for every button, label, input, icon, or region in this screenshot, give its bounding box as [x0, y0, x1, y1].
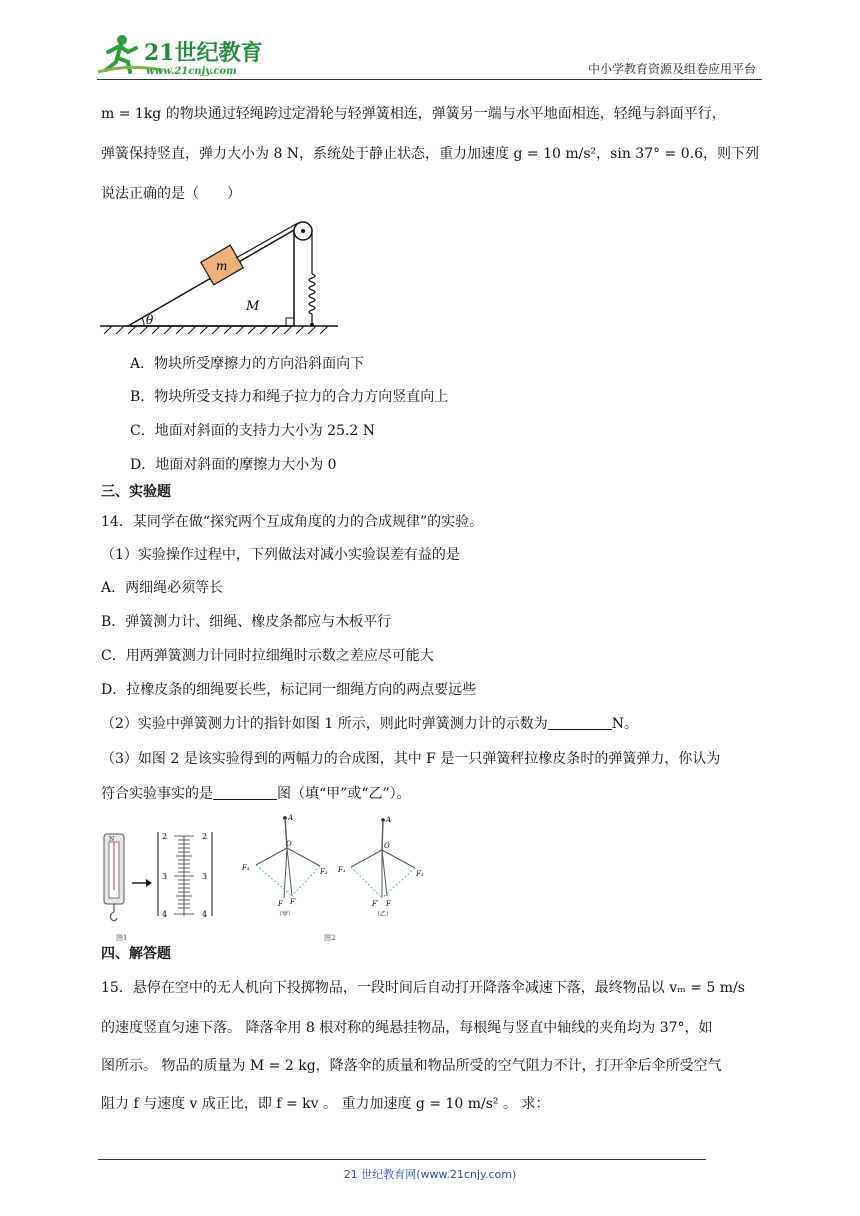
figure-2-caption: 图2	[324, 934, 336, 942]
answer-blank-2[interactable]	[213, 785, 277, 800]
header-divider	[97, 79, 762, 80]
logo-text: 21世纪教育	[144, 40, 263, 66]
jia-caption: （甲）	[276, 911, 295, 918]
q13-option-c: C．地面对斜面的支持力大小为 25.2 N	[130, 423, 376, 439]
yi-point-o: O	[384, 842, 390, 850]
q14-part-3-text: 符合实验事实的是	[101, 786, 213, 802]
q15-line-4: 阻力 f 与速度 v 成正比，即 f = kv 。 重力加速度 g = 10 m/s² 。 求：	[101, 1096, 550, 1112]
q14-option-c: C．用两弹簧测力计同时拉细绳时示数之差应尽可能大	[101, 648, 434, 664]
figure-1-caption: 图1	[116, 934, 128, 942]
figure-1-spring-scale	[98, 828, 228, 948]
q13-line-3: 说法正确的是（ ）	[101, 186, 241, 202]
section-3-title: 三、实验题	[101, 484, 171, 500]
q15-line-3: 图所示。 物品的质量为 M = 2 kg，降落伞的质量和物品所受的空气阻力不计，打开伞后伞所受空气	[101, 1058, 722, 1074]
diagram-jia	[241, 814, 328, 918]
q14-part-2	[101, 714, 638, 734]
jia-point-o: O	[286, 840, 292, 848]
scale-label-3-right: 3	[202, 872, 208, 881]
q14-option-d: D．拉橡皮条的细绳要长些，标记同一细绳方向的两点要远些	[101, 682, 477, 698]
block-label: m	[216, 259, 228, 273]
jia-f-prime: F′	[290, 898, 297, 906]
q14-stem: 14．某同学在做“探究两个互成角度的力的合成规律”的实验。	[101, 514, 484, 530]
q14-part-3-line-2	[101, 784, 411, 804]
q13-option-a: A．物块所受摩擦力的方向沿斜面向下	[130, 356, 365, 372]
angle-label: θ	[146, 313, 154, 327]
meter-label: N	[109, 836, 115, 843]
diagram-yi	[337, 816, 424, 918]
q15-line-2: 的速度竖直匀速下落。 降落伞用 8 根对称的绳悬挂物品，每根绳与竖直中轴线的夹角均为 37°，如	[101, 1020, 713, 1036]
q14-part-3-hint: 图（填“甲”或“乙”）。	[277, 786, 411, 802]
q15-line-1: 15．悬停在空中的无人机向下投掷物品，一段时间后自动打开降落伞减速下落，最终物品以 vₘ = 5 m/s	[101, 980, 745, 996]
yi-f: F	[386, 900, 391, 908]
incline-label: M	[246, 299, 260, 314]
q14-part-3-line-1: （3）如图 2 是该实验得到的两幅力的合成图，其中 F 是一只弹簧秤拉橡皮条时的弹簧弹力，你认为	[101, 751, 721, 767]
jia-point-a: A	[288, 814, 294, 822]
figure-2-force-diagrams	[238, 808, 438, 948]
q13-option-d: D．地面对斜面的摩擦力大小为 0	[130, 457, 337, 473]
q14-part-2-unit: N。	[611, 716, 638, 732]
q14-part-2-text: （2）实验中弹簧测力计的指针如图 1 所示，则此时弹簧测力计的示数为	[101, 716, 548, 732]
logo-url: www.21cnjy.com	[146, 66, 237, 77]
scale-label-2-right: 2	[202, 832, 208, 841]
jia-f: F	[278, 900, 283, 908]
q13-option-b: B．物块所受支持力和绳子拉力的合力方向竖直向上	[130, 389, 449, 405]
yi-f2: F₂	[416, 870, 424, 878]
header-platform-name: 中小学教育资源及组卷应用平台	[587, 62, 756, 76]
q14-option-a: A．两细绳必须等长	[101, 580, 224, 596]
yi-f1: F₁	[338, 866, 346, 874]
incline-figure	[98, 214, 348, 344]
scale-label-3-left: 3	[162, 872, 168, 881]
yi-f-prime: F′	[372, 900, 379, 908]
yi-point-a: A	[386, 816, 392, 824]
answer-blank-1[interactable]	[548, 715, 612, 730]
q13-line-1: m = 1kg 的物块通过轻绳跨过定滑轮与轻弹簧相连，弹簧另一端与水平地面相连，轻绳与斜面平行，	[101, 106, 726, 122]
footer-site-link[interactable]: 21 世纪教育网(www.21cnjy.com)	[343, 1168, 517, 1181]
yi-caption: （乙）	[374, 911, 393, 918]
jia-f2: F₂	[320, 868, 328, 876]
footer-divider	[98, 1159, 706, 1160]
scale-label-4-left: 4	[162, 910, 168, 919]
section-4-title: 四、解答题	[101, 946, 171, 962]
scale-label-2-left: 2	[162, 832, 168, 841]
q13-line-2: 弹簧保持竖直，弹力大小为 8 N，系统处于静止状态，重力加速度 g = 10 m/s²，sin 37° = 0.6，则下列	[101, 146, 759, 162]
scale-label-4-right: 4	[202, 910, 208, 919]
q14-option-b: B．弹簧测力计、细绳、橡皮条都应与木板平行	[101, 614, 392, 630]
jia-f1: F₁	[242, 864, 250, 872]
q14-part-1: （1）实验操作过程中，下列做法对减小实验误差有益的是	[101, 547, 460, 563]
site-logo	[96, 30, 266, 78]
